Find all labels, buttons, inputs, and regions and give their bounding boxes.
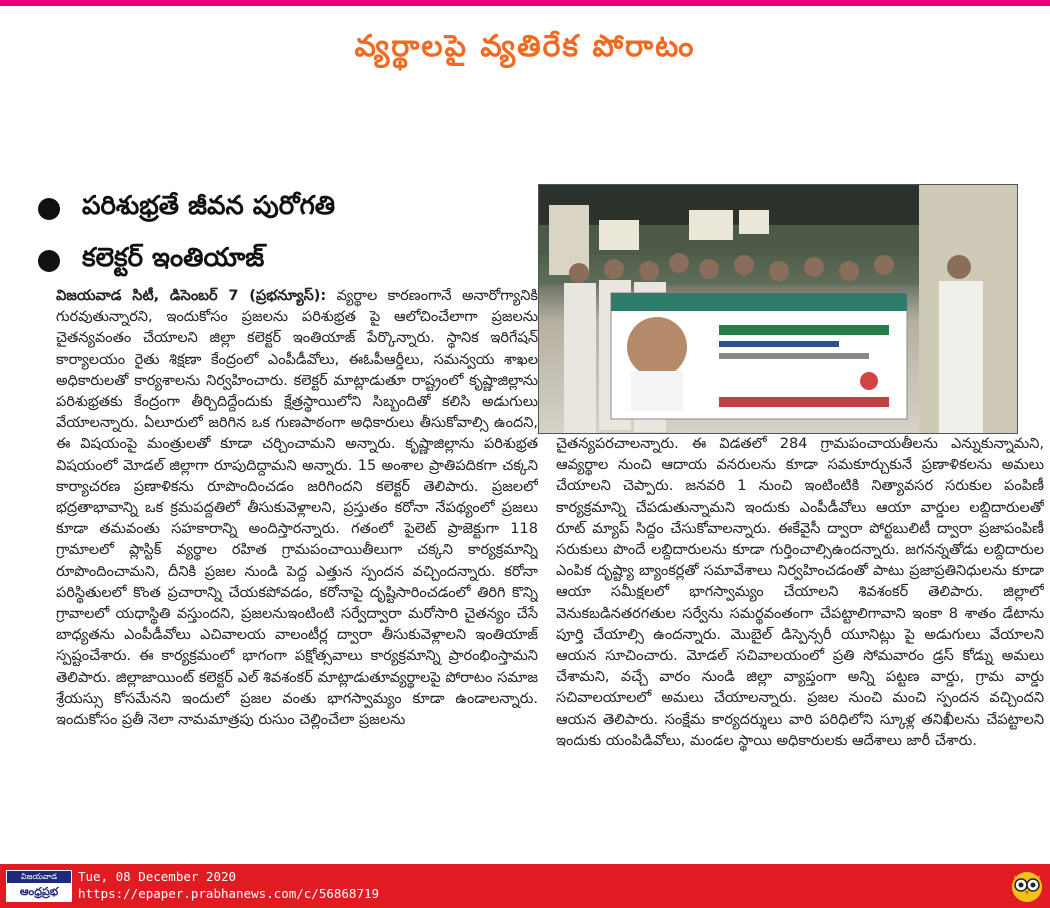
bullet-text: కలెక్టర్ ఇంతియాజ్	[82, 243, 265, 273]
footer-date: Tue, 08 December 2020	[78, 869, 237, 884]
bullet-item	[38, 235, 335, 287]
footer-url[interactable]: https://epaper.prabhanews.com/c/56868719	[78, 886, 380, 901]
logo-city: విజయవాడ	[7, 871, 71, 883]
bullet-item	[38, 183, 335, 235]
bullet-text: పరిశుభ్రతే జీవన పురోగతి	[82, 191, 336, 221]
subheadline-bullets	[38, 183, 335, 287]
footer-text	[78, 868, 379, 902]
article-body-left: వ్యర్థాల కారణంగానే అనారోగ్యానికి గురవుతున్నారని, ఇందుకోసం ప్రజలను పరిశుభ్రత పై ఆలోచించేలాగా ప్రజలను చైతన్యవంతం చేయాలని జిల్లా కలెక్టర్ ఇంతియాజ్ పేర్కొన్నారు. స్థానిక ఇరిగేషన్ కార్యాలయం రైతు శిక్షణా కేంద్రంలో ఎంపీడీవోలు, ఈఓపీఆర్డీలు, సమన్వయ శాఖల అధికారులతో కార్యశాలను నిర్వహించారు. కలెక్టర్ మాట్లాడుతూ రాష్ట్రంలో కృష్ణాజిల్లాను పరిశుభ్రతకు కేంద్రంగా తీర్చిదిద్దేందుకు క్షేత్రస్థాయిలోని సిబ్బందితో కలిసి అడుగులు వేయాలన్నారు. ఏలూరులో జరిగిన ఒక గుణపాఠంగా అధికారులు తీసుకోవాల్సి ఉందని, ఈ విషయంపై మంత్రులతో కూడా చర్చించామని అన్నారు. కృష్ణాజిల్లాను పరిశుభ్రత విషయంలో మోడల్ జిల్లాగా రూపుదిద్దామని అన్నారు. 15 అంశాల ప్రాతిపదికగా చక్కని కార్యాచరణ ప్రణాళికను రూపొందించడం జరిగిందని కలెక్టర్ తెలిపారు. ప్రజలలో భద్రతాభావాన్ని ఒక క్రమపద్దతిలో తీసుకువెళ్లాలని, ప్రస్తుతం కరోనా నేపథ్యంలో ప్రజలు కూడా తమవంతు సహకారాన్ని అందిస్తారన్నారు. గతంలో పైలెట్ ప్రాజెక్టుగా 118 గ్రామాలలో ప్లాస్టిక్ వ్యర్థాల రహిత గ్రామపంచాయితీలుగా చక్కని కార్యక్రమాన్ని రూపొందించామని, దీనికి ప్రజల నుండి పెద్ద ఎత్తున స్పందన వచ్చిందన్నారు. కరోనా పరిస్థితులలో కొంత ప్రచారాన్ని చేయకపోవడం, కరోనాపై దృష్టిసారించడంలో తిరిగి కొన్ని గ్రావాలలో యధాస్థితి వస్తుందని, ప్రజలనుఇంటింటి సర్వేద్వారా మరోసారి చైతన్యం చేసే బాధ్యతను ఎంపీడీవోలు ఎచివాలయ వాలంటీర్ల ద్వారా తీసుకువెళ్లాలని ఇంతియాజ్ స్పష్టంచేశారు. ఈ కార్యక్రమంలో భాగంగా పక్షోత్సవాలు కార్యక్రమాన్ని ప్రారంభింస్తామని తెలిపారు. జిల్లాజాయింట్ కలెక్టర్ ఎల్ శివశంకర్ మాట్లాడుతూవ్యర్థాలపై పోరాటం సమాజ శ్రేయస్సు కోసమేనని ఇందులో ప్రజల వంతు భాగస్వామ్యం కూడా ఉండాలన్నారు. ఇందుకోసం ప్రతీ నెలా నామమాత్రపు రుసుం చెల్లించేలా ప్రజలను	[56, 288, 538, 729]
rally-photo-illustration	[539, 185, 1017, 433]
bullet-dot-icon	[38, 198, 60, 220]
bullet-dot-icon	[38, 250, 60, 272]
owl-mascot-icon	[1010, 867, 1044, 903]
news-photo	[538, 184, 1018, 434]
headline: వ్యర్థాలపై వ్యతిరేక పోరాటం	[354, 29, 696, 64]
article-left-column	[56, 286, 538, 846]
prabha-logo	[6, 870, 72, 902]
article-body-right: చైతన్యపరచాలన్నారు. ఈ విడతలో 284 గ్రామపంచాయతీలను ఎన్నుకున్నామని, ఆవ్యర్థాల నుంచి ఆదాయ వనరులను కూడా సమకూర్చుకునే ప్రణాళికలను అమలు చేయాలని చెప్పారు. జనవరి 1 నుంచి ఇంటింటికి నిత్యావసర సరుకుల పంపిణీ కార్యక్రమాన్ని చేపడుతున్నామని ఇందుకు ఎంపీడీవోలు ఆయా వార్డుల లబ్దిదారులతో రూట్ మ్యాప్ సిద్దం చేసుకోవాలన్నారు. ఈకేవైసీ ద్వారా పోర్టబులిటీ ద్వారా ప్రజాపంపిణీ సరుకులు పొందే లబ్దిదారులను కూడా గుర్తించాల్సిఉందన్నారు. జగనన్నతోడు లబ్దిదారుల ఎంపిక దృష్ట్యా బ్యాంకర్లతో సమావేశాలు నిర్వహించడంతో పాటు ప్రజాప్రతినిధులను కూడా ఆయా సమీక్షలలో భాగస్వామ్యం చేయాలని శివశంకర్ తెలిపారు. జిల్లాలో వెనుకబడినతరగతుల సర్వేను సమర్థవంతంగా చేపట్టాలిగావాని ఇంకా 8 శాతం డేటాను పూర్తి చేయాల్సి ఉందన్నారు. మొబైల్ డిస్పెన్సరీ యూనిట్లు పై అడుగులు వేయాలని ఆయన సూచించారు. మోడల్ సచివాలయంలో ప్రతి సోమవారం డ్రస్ కోడ్ను అమలు చేశామని, వచ్చే వారం నుండి జిల్లా వ్యాప్తంగా అన్ని పట్టణ వార్డు, గ్రామ వార్డు సచివాలయాలలో అమలు చేయాలన్నారు. ప్రజల నుంచి మంచి స్పందన వచ్చిందని ఆయన తెలిపారు. సంక్షేమ కార్యదర్శులు వారి పరిధిలోని స్కూళ్ల తనిఖీలను చేపట్టాలని ఇందుకు యంపిడివోలు, మండల స్థాయి అధికారులకు ఆదేశాలు జారీ చేశారు.	[556, 436, 1044, 749]
logo-title: ఆంధ్రప్రభ	[19, 885, 59, 898]
article-dateline: విజయవాడ సిటీ, డిసెంబర్ 7 (ప్రభన్యూస్):	[56, 288, 327, 304]
article-right-column	[556, 434, 1044, 846]
top-stripe	[0, 0, 1050, 6]
